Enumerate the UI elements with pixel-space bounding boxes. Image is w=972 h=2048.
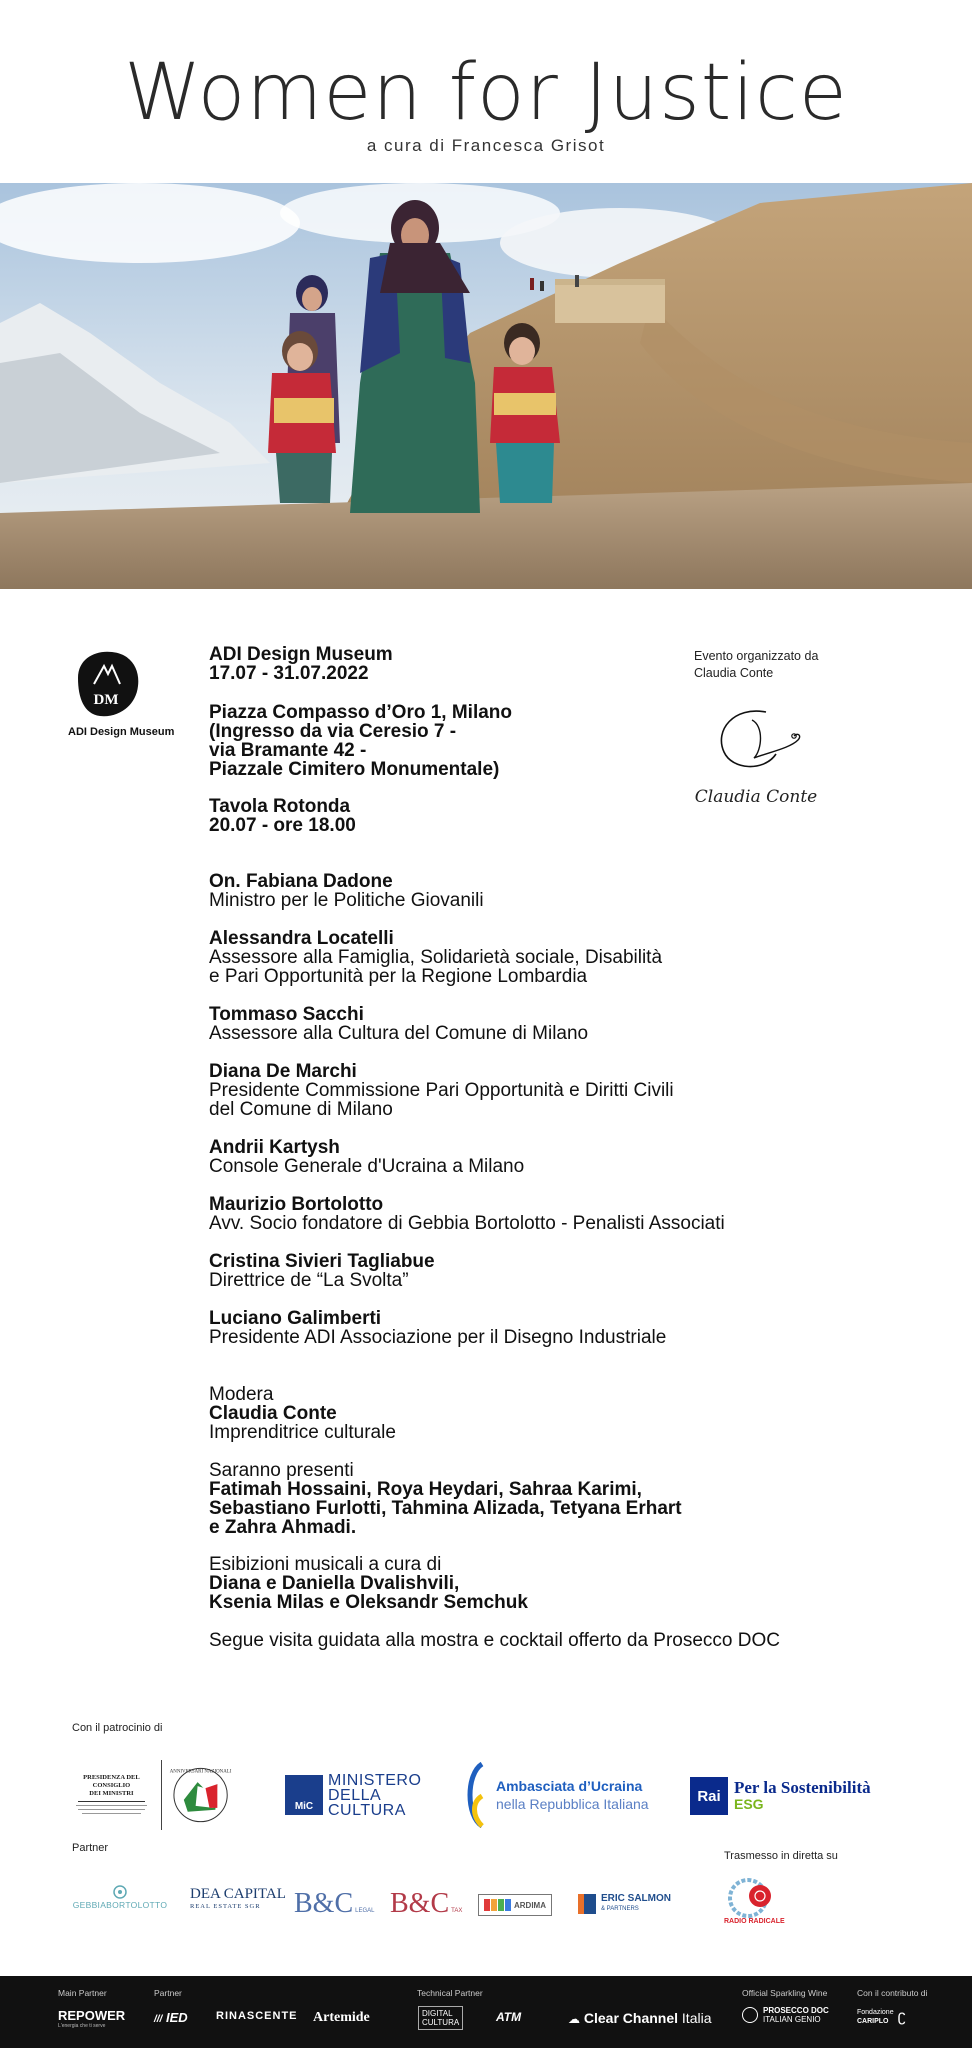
dea-capital-text: DEA CAPITAL: [190, 1886, 286, 1902]
speaker-role: Direttrice de “La Svolta”: [209, 1270, 409, 1291]
closing-text: Segue visita guidata alla mostra e cocktail offerto da Prosecco DOC: [209, 1630, 780, 1651]
ardima-logo: [478, 1894, 552, 1916]
speaker-name: Andrii Kartysh: [209, 1137, 340, 1158]
speaker: [209, 1062, 674, 1119]
speaker: [209, 872, 484, 910]
presidenza-consiglio-logo: [68, 1758, 233, 1832]
speaker-role: Ministro per le Politiche Giovanili: [209, 890, 484, 911]
roundtable-block: [209, 797, 356, 835]
bc-tax-sub: TAX: [451, 1908, 463, 1914]
digitale-text: DIGITAL: [422, 2009, 453, 2018]
rai-sostenibilita-logo: [690, 1776, 871, 1816]
artemide-logo: Artemide: [313, 2010, 370, 2025]
organizer-label: [694, 648, 818, 682]
speaker-role: Assessore alla Famiglia, Solidarietà sociale, Disabilità: [209, 947, 663, 968]
speaker: [209, 1195, 725, 1233]
digitale-cultura-logo: [418, 2006, 463, 2030]
prosecco-doc-logo: [742, 2006, 829, 2024]
speaker-role: del Comune di Milano: [209, 1099, 393, 1120]
anniversari-nazionali-icon: [168, 1760, 233, 1830]
roundtable-title: Tavola Rotonda: [209, 796, 351, 817]
guests-label: Saranno presenti: [209, 1460, 354, 1481]
radio-radicale-rose-icon: [726, 1876, 782, 1918]
event-venue-block: [209, 645, 393, 683]
adi-dm-icon: [70, 648, 142, 720]
svg-text:DM: DM: [93, 692, 119, 708]
rai-text: Per la Sostenibilità: [734, 1778, 871, 1797]
bc-tax-mark: B&C: [390, 1888, 450, 1919]
gebbia-bortolotto-logo: [72, 1884, 168, 1910]
atm-logo: ATM: [496, 2010, 522, 2024]
guests-line: Sebastiano Furlotti, Tahmina Alizada, Tetyana Erhart: [209, 1498, 682, 1519]
event-dates: 17.07 - 31.07.2022: [209, 663, 369, 684]
speaker-name: Luciano Galimberti: [209, 1308, 382, 1329]
ukraine-arc-icon: [462, 1762, 486, 1828]
cariplo-name: CARIPLO: [857, 2018, 889, 2025]
ministero-text: MINISTERO: [328, 1771, 422, 1789]
claudia-conte-signature-logo: [694, 700, 824, 820]
ministero-cultura-logo: [285, 1770, 421, 1820]
footer-label: Con il contributo di: [857, 1988, 928, 1998]
rai-icon: Rai: [690, 1777, 728, 1815]
eric-salmon-sub: & PARTNERS: [601, 1906, 639, 1912]
rinascente-logo: RINASCENTE: [216, 2010, 298, 2022]
speaker-name: Cristina Sivieri Tagliabue: [209, 1251, 435, 1272]
moderator-label: Modera: [209, 1384, 274, 1405]
footer-sponsors-bar: [0, 1976, 972, 2048]
moderator-block: [209, 1385, 396, 1442]
poster-subtitle: a cura di Francesca Grisot: [366, 136, 606, 155]
clear-channel-italia: Italia: [681, 2010, 712, 2026]
eric-salmon-text: ERIC SALMON: [601, 1893, 671, 1904]
fondazione-cariplo-logo: [857, 2008, 906, 2026]
bc-legal-logo: [294, 1888, 375, 1920]
clear-channel-text: Clear Channel: [583, 2010, 679, 2026]
footer-label: Technical Partner: [417, 1988, 483, 1998]
address-line: via Bramante 42 -: [209, 740, 367, 761]
adi-design-museum-logo: [68, 648, 175, 738]
speaker-role: Presidente Commissione Pari Opportunità e Diritti Civili: [209, 1080, 674, 1101]
event-venue: ADI Design Museum: [209, 644, 393, 665]
organizer-label-line: Evento organizzato da: [694, 649, 819, 663]
bc-tax-logo: [390, 1888, 462, 1920]
address-line: Piazza Compasso d’Oro 1, Milano: [209, 702, 513, 723]
guests-line: e Zahra Ahmadi.: [209, 1517, 357, 1538]
guests-block: [209, 1461, 682, 1537]
music-line: Diana e Daniella Dvalishvili,: [209, 1573, 460, 1594]
repower-text: REPOWER: [58, 2008, 126, 2023]
ied-logo: [154, 2010, 188, 2025]
speaker-name: Diana De Marchi: [209, 1061, 357, 1082]
speaker-name: Maurizio Bortolotto: [209, 1194, 384, 1215]
poster-title: Women for Justice: [124, 48, 848, 138]
roundtable-time: 20.07 - ore 18.00: [209, 815, 356, 836]
speaker: [209, 1005, 588, 1043]
speaker-name: On. Fabiana Dadone: [209, 871, 393, 892]
clear-channel-logo: [568, 2010, 712, 2026]
rai-esg: ESG: [734, 1796, 764, 1812]
broadcast-label: Trasmesso in diretta su: [724, 1850, 838, 1862]
speaker-role: e Pari Opportunità per la Regione Lombardia: [209, 966, 588, 987]
moderator-role: Imprenditrice culturale: [209, 1422, 396, 1443]
address-line: Piazzale Cimitero Monumentale): [209, 759, 500, 780]
eric-salmon-logo: [578, 1894, 671, 1914]
moderator-name: Claudia Conte: [209, 1403, 337, 1424]
svg-text:Claudia Conte: Claudia Conte: [694, 787, 818, 807]
radio-radicale-logo: [724, 1876, 785, 1925]
repower-logo: [58, 2008, 125, 2029]
digitale-text: CULTURA: [422, 2018, 460, 2027]
speaker-name: Tommaso Sacchi: [209, 1004, 364, 1025]
guests-line: Fatimah Hossaini, Roya Heydari, Sahraa Karimi,: [209, 1479, 642, 1500]
cariplo-mark-icon: ʗ: [897, 2008, 906, 2025]
presidenza-text: PRESIDENZA DEL CONSIGLIO: [83, 1773, 140, 1789]
hero-photo: [0, 183, 972, 589]
speaker-name: Alessandra Locatelli: [209, 928, 394, 949]
speaker-role: Assessore alla Cultura del Comune di Milano: [209, 1023, 589, 1044]
footer-label: Main Partner: [58, 1988, 107, 1998]
closing-note: [209, 1631, 780, 1650]
speaker-role: Avv. Socio fondatore di Gebbia Bortolotto - Penalisti Associati: [209, 1213, 725, 1234]
bc-legal-sub: LEGAL: [355, 1908, 375, 1914]
ied-stripes-icon: ///: [154, 2014, 163, 2025]
ambasciata-ucraina-logo: [462, 1762, 649, 1828]
address-line: (Ingresso da via Ceresio 7 -: [209, 721, 457, 742]
cariplo-text: Fondazione: [857, 2009, 894, 2016]
radio-radicale-text: RADIO RADICALE: [724, 1918, 785, 1925]
ambasciata-text: nella Repubblica Italiana: [496, 1796, 649, 1812]
speaker: [209, 929, 662, 986]
music-label: Esibizioni musicali a cura di: [209, 1554, 442, 1575]
bc-legal-mark: B&C: [294, 1888, 354, 1919]
speaker: [209, 1138, 524, 1176]
presidenza-text: DEI MINISTRI: [89, 1789, 134, 1797]
dea-capital-sub: REAL ESTATE SGR: [190, 1903, 261, 1910]
footer-label: Official Sparkling Wine: [742, 1988, 828, 1998]
footer-label: Partner: [154, 1988, 182, 1998]
ambasciata-text: Ambasciata d’Ucraina: [496, 1778, 643, 1794]
prosecco-sub: ITALIAN GENIO: [763, 2015, 821, 2024]
adi-logo-caption: ADI Design Museum: [68, 726, 175, 738]
speaker: [209, 1309, 666, 1347]
dea-capital-logo: [190, 1886, 286, 1910]
svg-text:ANNIVERSARI NAZIONALI: ANNIVERSARI NAZIONALI: [169, 1769, 232, 1775]
speaker-role: Console Generale d'Ucraina a Milano: [209, 1156, 525, 1177]
partner-label: Partner: [72, 1842, 109, 1854]
prosecco-seal-icon: [742, 2007, 758, 2023]
prosecco-text: PROSECCO DOC: [763, 2006, 829, 2015]
ministero-text: DELLA: [328, 1786, 382, 1804]
eric-salmon-icon: [578, 1894, 596, 1914]
speaker-role: Presidente ADI Associazione per il Disegno Industriale: [209, 1327, 667, 1348]
ardima-text: ARDIMA: [514, 1900, 546, 1910]
event-address-block: [209, 703, 512, 779]
ied-text: IED: [165, 2010, 188, 2025]
music-line: Ksenia Milas e Oleksandr Semchuk: [209, 1592, 528, 1613]
mic-icon: MiC: [285, 1775, 323, 1815]
clear-channel-cloud-icon: ☁: [568, 2012, 580, 2026]
music-block: [209, 1555, 528, 1612]
organizer-name: Claudia Conte: [694, 666, 774, 680]
repower-sub: L'energia che ti serve: [58, 2023, 106, 2029]
gebbia-leaf-icon: [109, 1884, 131, 1900]
patronage-label: Con il patrocinio di: [72, 1722, 163, 1734]
speaker: [209, 1252, 435, 1290]
gebbia-text: GEBBIABORTOLOTTO: [72, 1900, 168, 1910]
ministero-text: CULTURA: [328, 1801, 406, 1819]
